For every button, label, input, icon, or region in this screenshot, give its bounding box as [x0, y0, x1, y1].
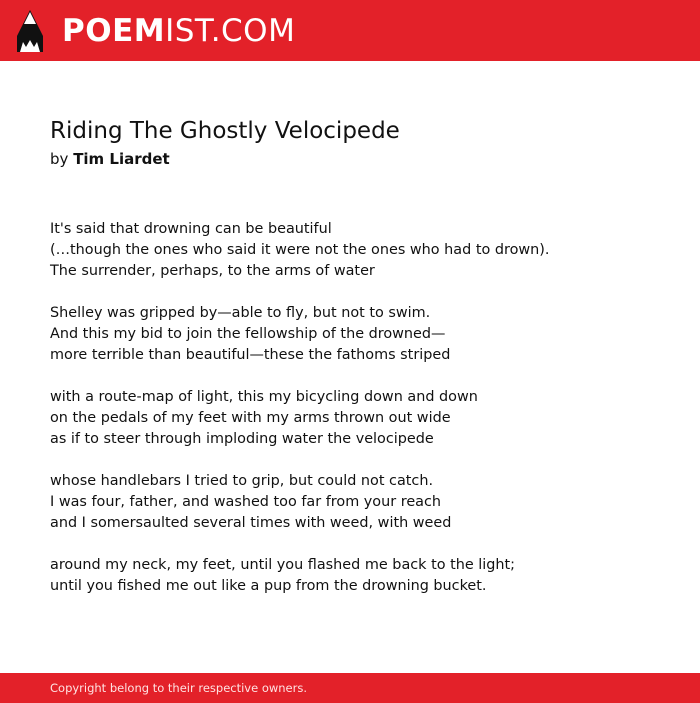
poem-stanza — [50, 471, 549, 534]
site-header — [0, 0, 700, 61]
poem-stanza — [50, 555, 549, 597]
poem-line: on the pedals of my feet with my arms thrown out wide — [50, 410, 451, 426]
poem-title: Riding The Ghostly Velocipede — [50, 118, 400, 144]
poem-line: whose handlebars I tried to grip, but could not catch. — [50, 473, 434, 489]
pencil-icon[interactable] — [17, 10, 43, 52]
byline-label: by — [50, 150, 69, 168]
site-footer — [0, 673, 700, 703]
poem-line: I was four, father, and washed too far from your reach — [50, 494, 442, 510]
poem-line: (…though the ones who said it were not the ones who had to drown). — [50, 242, 550, 258]
poem-line: until you fished me out like a pup from the drowning bucket. — [50, 578, 487, 594]
logo-text-bold: POEM — [62, 13, 166, 49]
poem-line: with a route-map of light, this my bicycling down and down — [50, 389, 478, 405]
poem-stanza — [50, 219, 549, 282]
poem-stanza — [50, 387, 549, 450]
poem-line: around my neck, my feet, until you flashed me back to the light; — [50, 557, 516, 573]
site-logo[interactable] — [62, 13, 295, 49]
logo-text-light: IST.COM — [165, 13, 296, 49]
poem-line: more terrible than beautiful—these the fathoms striped — [50, 347, 451, 363]
poem-line: And this my bid to join the fellowship of the drowned— — [50, 326, 446, 342]
poem-line: The surrender, perhaps, to the arms of water — [50, 263, 375, 279]
poem-stanza — [50, 303, 549, 366]
poem-line: as if to steer through imploding water the velocipede — [50, 431, 434, 447]
poem-line: Shelley was gripped by—able to fly, but not to swim. — [50, 305, 431, 321]
poem-byline — [50, 149, 170, 169]
copyright-notice: Copyright belong to their respective owners. — [50, 681, 308, 695]
poem-author: Tim Liardet — [73, 150, 170, 168]
poem-body — [50, 219, 549, 618]
poem-line: It's said that drowning can be beautiful — [50, 221, 332, 237]
poem-line: and I somersaulted several times with weed, with weed — [50, 515, 452, 531]
